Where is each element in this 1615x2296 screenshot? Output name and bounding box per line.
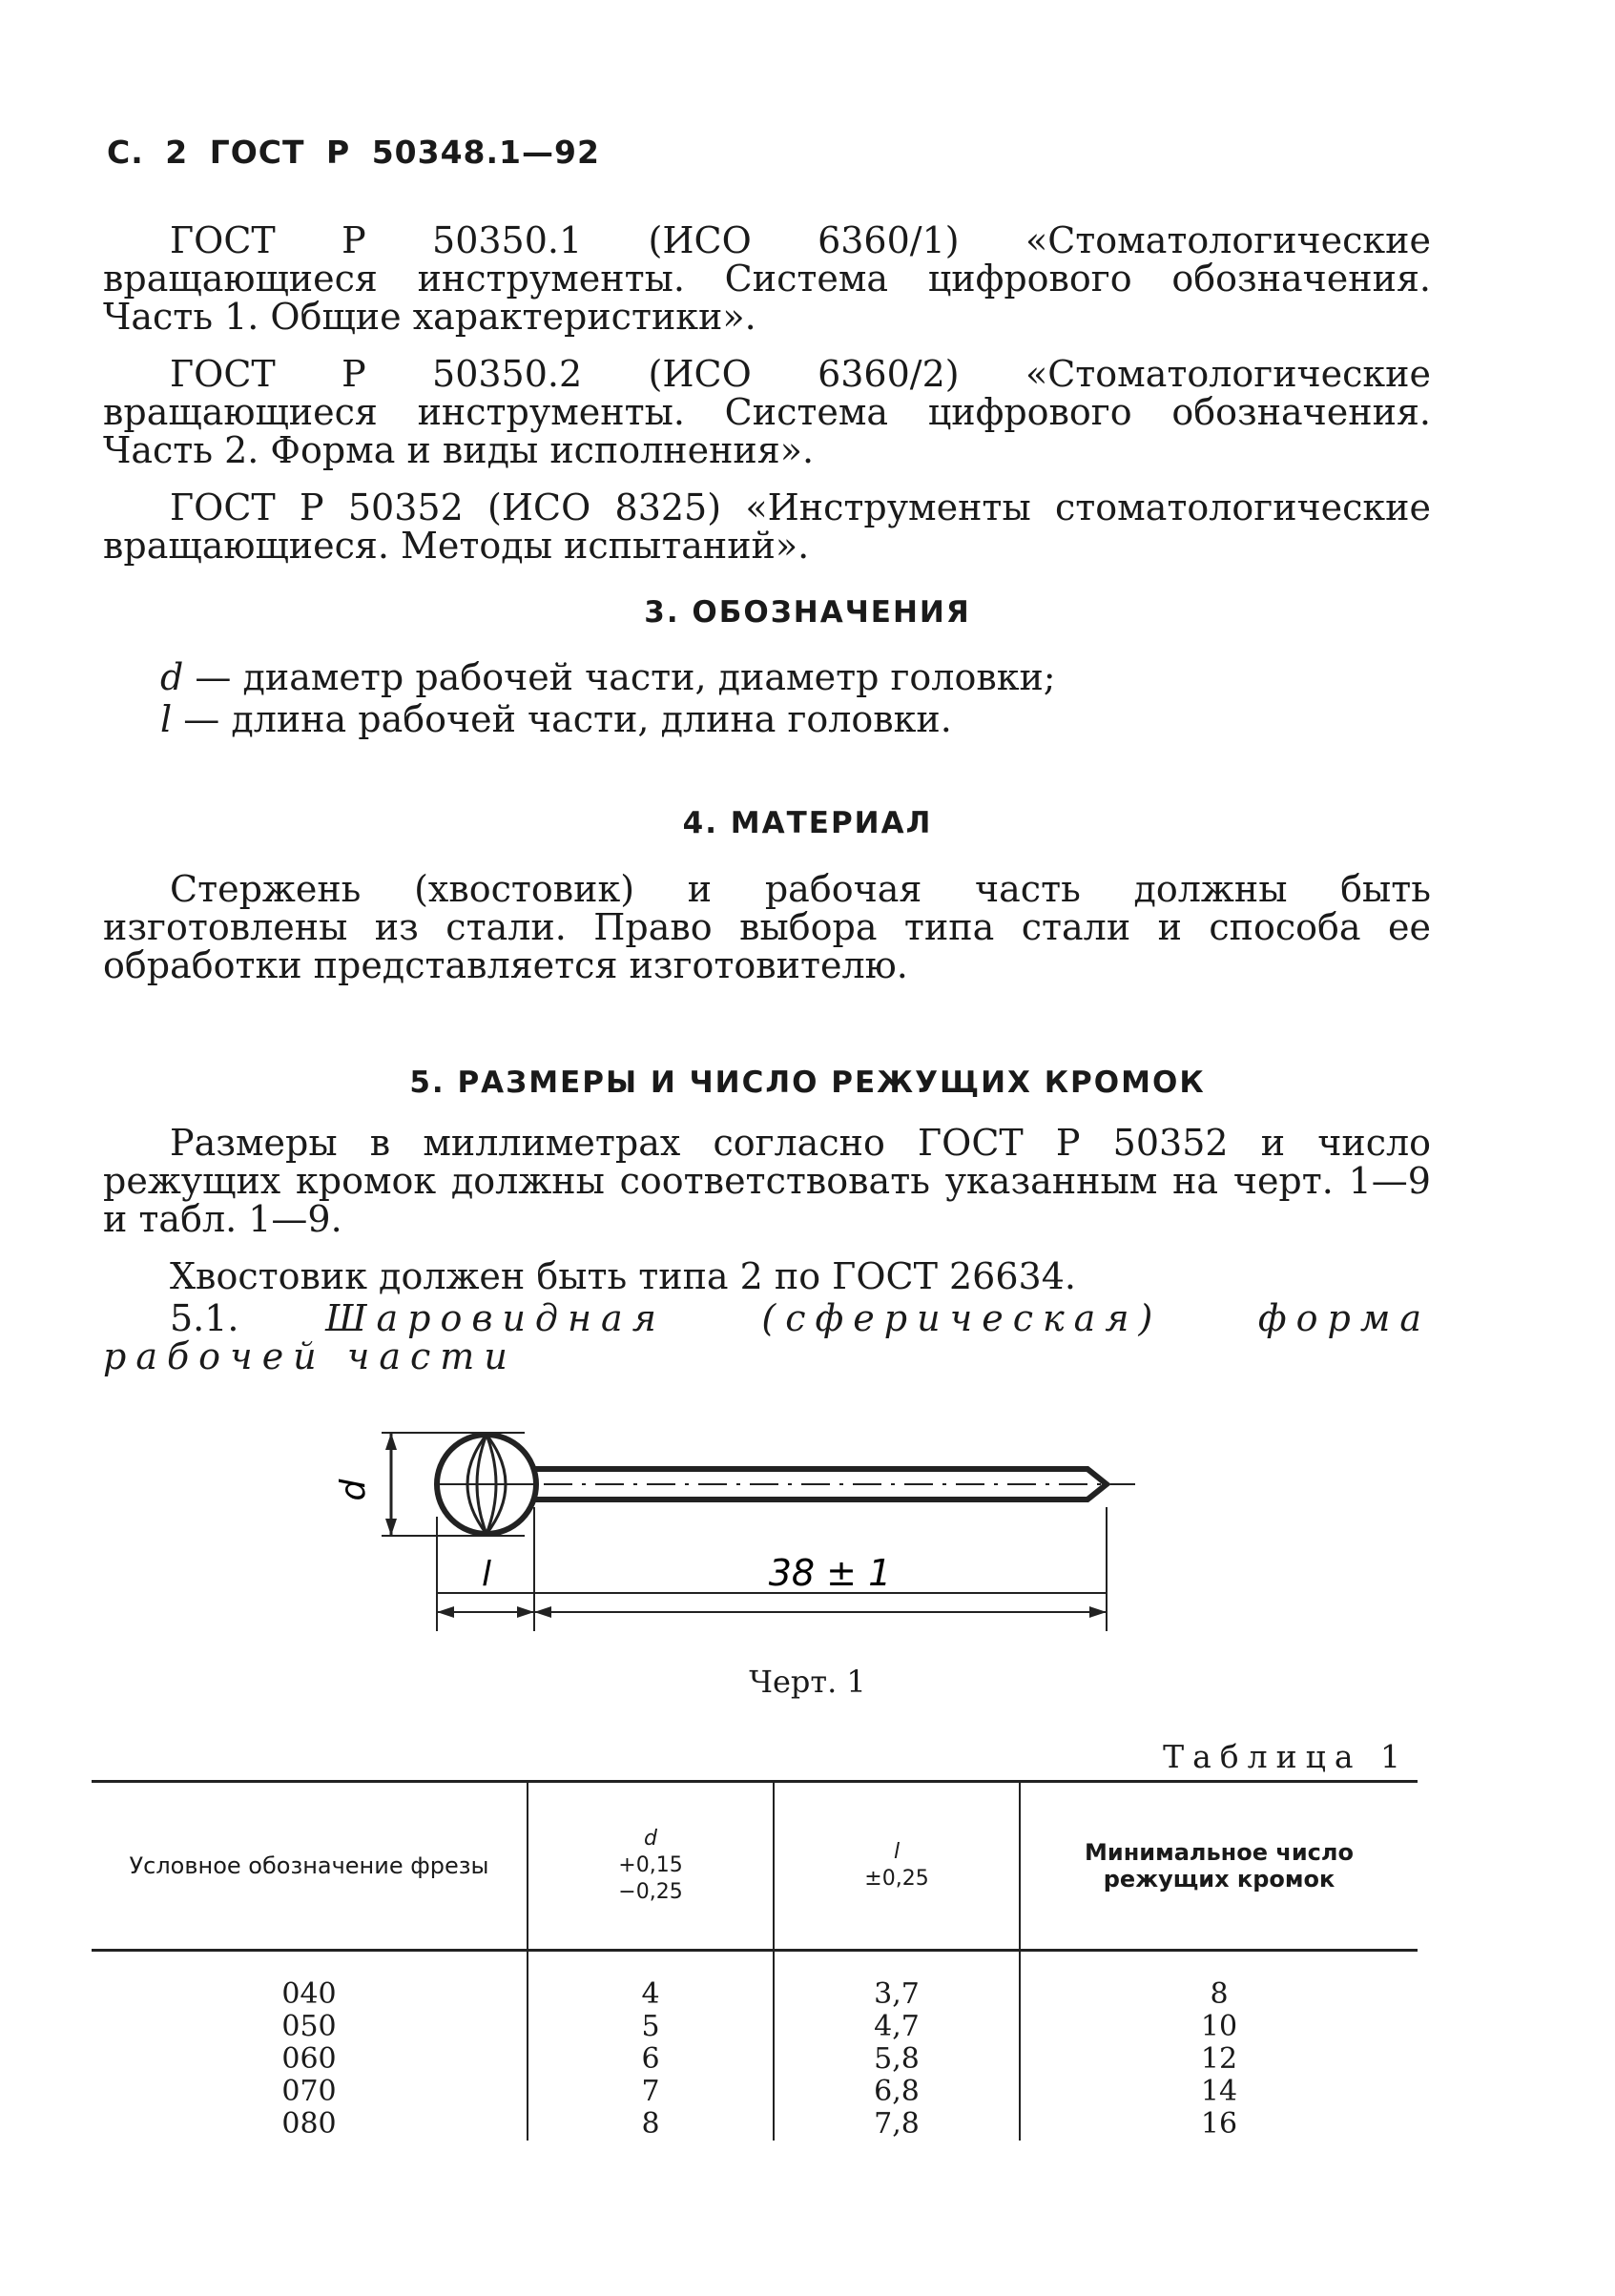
figure-1-drawing [334,1412,1183,1650]
table-row: 040 4 3,7 8 [92,1951,1418,2012]
definitions-list [160,656,1056,740]
reference-3: ГОСТ Р 50352 (ИСО 8325) «Инструменты стоматологические вращающиеся. Методы испытаний». [103,486,1431,567]
table-title: Таблица 1 [1163,1738,1409,1775]
figure-caption: Черт. 1 [749,1664,866,1700]
reference-2: ГОСТ Р 50350.2 (ИСО 6360/2) «Стоматологические вращающиеся инструменты. Система цифрового обозначения. Часть 2. Форма и виды исполнения». [103,353,1431,471]
section-4-text: Стержень (хвостовик) и рабочая часть должны быть изготовлены из стали. Право выбора типа стали и способа ее обработки представляется изготовителю. [103,868,1431,986]
table-row: 070 7 6,8 14 [92,2076,1418,2108]
header-min-edges: Минимальное число режущих кромок [1020,1782,1418,1951]
header-l: l ±0,25 [774,1782,1020,1951]
table-row: 080 8 7,8 16 [92,2108,1418,2141]
section-5-text: Размеры в миллиметрах согласно ГОСТ Р 50352 и число режущих кромок должны соответствовать указанным на черт. 1—9 и табл. 1—9. [103,1122,1431,1240]
table-header-row [92,1782,1418,1951]
definition-d: d — диаметр рабочей части, диаметр головки; [160,656,1056,698]
header-d: d +0,15 −0,25 [528,1782,774,1951]
definition-l: l — длина рабочей части, длина головки. [160,698,952,740]
reference-1: ГОСТ Р 50350.1 (ИСО 6360/1) «Стоматологические вращающиеся инструменты. Система цифрового обозначения. Часть 1. Общие характеристики». [103,219,1431,338]
standard-number: ГОСТ Р 50348.1—92 [209,134,600,171]
d-label: d [334,1479,373,1501]
subsection-5-1: 5.1. Шаровидная (сферическая) форма рабочей части [103,1297,1431,1377]
dimensions-table [92,1780,1418,2141]
table-row: 050 5 4,7 10 [92,2011,1418,2043]
section-5-shank: Хвостовик должен быть типа 2 по ГОСТ 26634. [170,1255,1076,1297]
section-3-title: 3. ОБОЗНАЧЕНИЯ [644,595,971,630]
section-4-title: 4. МАТЕРИАЛ [682,806,933,840]
l-label: l [481,1555,492,1594]
table-row: 060 6 5,8 12 [92,2043,1418,2076]
page-number: С. 2 [107,134,189,171]
page-header [107,134,600,171]
length-label: 38 ± 1 [768,1552,892,1594]
section-5-title: 5. РАЗМЕРЫ И ЧИСЛО РЕЖУЩИХ КРОМОК [409,1065,1206,1100]
header-designation: Условное обозначение фрезы [92,1782,528,1951]
